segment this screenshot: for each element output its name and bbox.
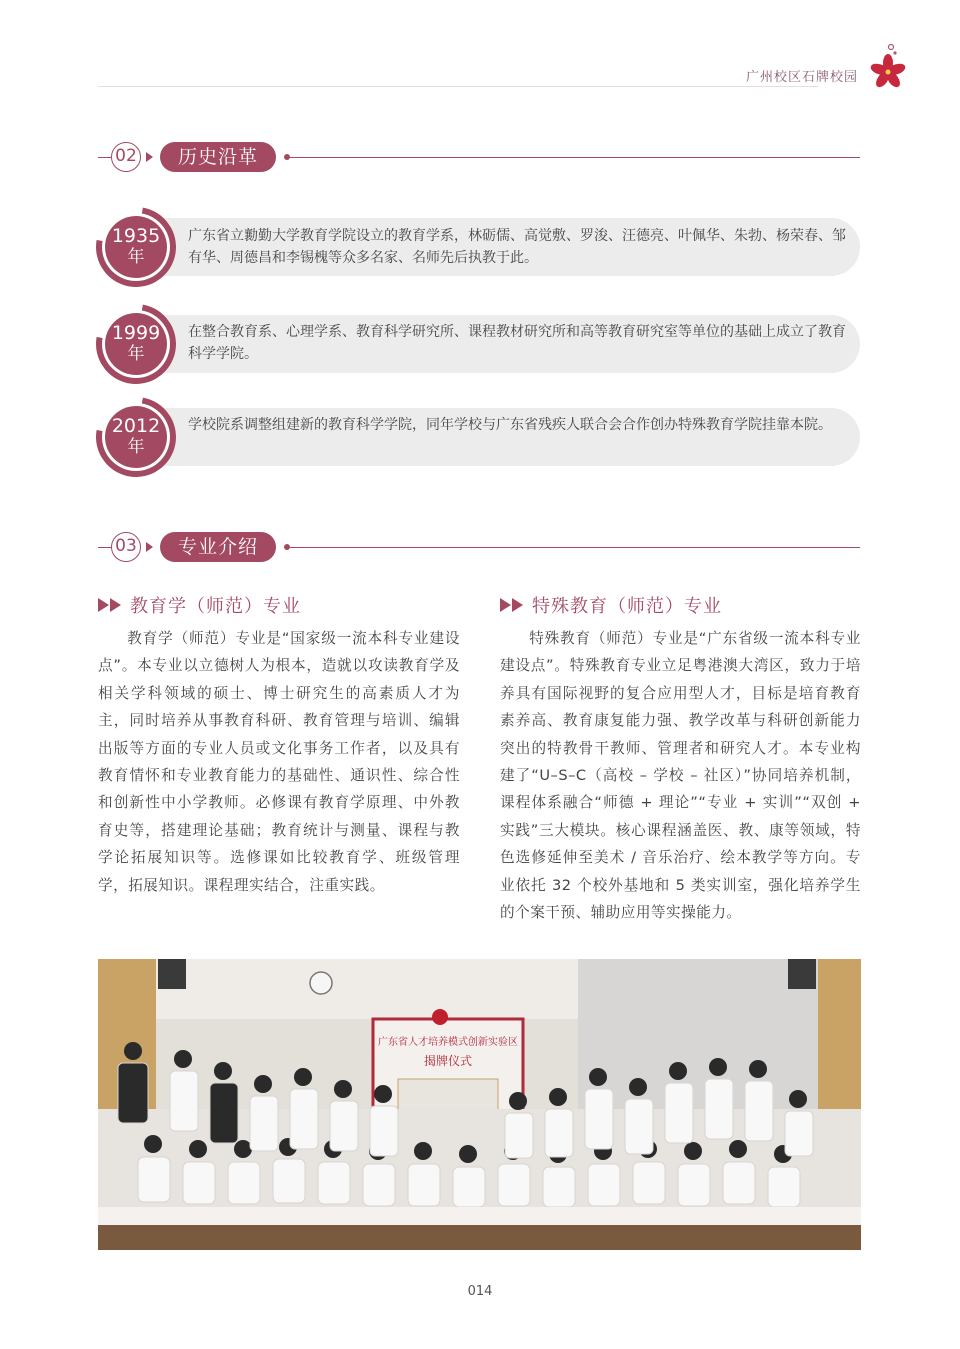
header-divider	[98, 86, 818, 87]
heading-arrow-icon	[146, 152, 153, 162]
year-badge	[96, 397, 176, 477]
major-special-education	[500, 594, 861, 926]
heading-line-right	[290, 157, 860, 158]
major-education	[98, 594, 460, 899]
year-number: 1999	[111, 322, 161, 344]
year-badge	[96, 304, 176, 384]
heading-line-left	[98, 547, 112, 548]
double-arrow-icon	[98, 598, 109, 612]
major-description: 特殊教育（师范）专业是“广东省级一流本科专业建设点”。特殊教育专业立足粤港澳大湾区，致力于培养具有国际视野的复合应用型人才，目标是培育教育素养高、教育康复能力强、教学改革与科研创新能力突出的特教骨干教师、管理者和研究人才。本专业构建了“U–S–C（高校 – 学校 – 社区）”协同培养机制，课程体系融合“师德 + 理论”“专业 + 实训”“双创 + 实践”三大模块。核心课程涵盖医、教、康等领域，特色选修延伸至美术 / 音乐治疗、绘本教学等方向。专业依托 32 个校外基地和 5 类实训室，强化培养学生的个案干预、辅助应用等实操能力。	[500, 630, 861, 922]
group-photo	[98, 959, 861, 1250]
major-title: 特殊教育（师范）专业	[532, 596, 722, 617]
section-number: 03	[111, 532, 141, 562]
year-number: 2012	[111, 415, 161, 437]
section-number: 02	[111, 142, 141, 172]
year-unit: 年	[127, 247, 145, 267]
heading-arrow-icon	[146, 542, 153, 552]
year-badge	[96, 207, 176, 287]
section-title: 专业介绍	[160, 532, 276, 562]
timeline-text: 在整合教育系、心理学系、教育科学研究所、课程教材研究所和高等教育研究室等单位的基础上成立了教育科学学院。	[188, 324, 846, 362]
timeline-text: 广东省立勷勤大学教育学院设立的教育学系，林砺儒、高觉敷、罗浚、汪德亮、叶佩华、朱勃、杨荣春、邹有华、周德昌和李锡槐等众多名家、名师先后执教于此。	[188, 228, 846, 266]
heading-line-right	[290, 547, 860, 548]
header-title: 广州校区石牌校园	[745, 70, 858, 85]
timeline-text: 学校院系调整组建新的教育科学学院，同年学校与广东省残疾人联合会合作创办特殊教育学院挂靠本院。	[188, 417, 832, 433]
flower-logo-icon	[866, 42, 910, 90]
major-description: 教育学（师范）专业是“国家级一流本科专业建设点”。本专业以立德树人为根本，造就以攻读教育学及相关学科领域的硕士、博士研究生的高素质人才为主，同时培养从事教育科研、教育管理与培训、编辑出版等方面的专业人员或文化事务工作者，以及具有教育情怀和专业教育能力的基础性、通识性、综合性和创新性中小学教师。必修课有教育学原理、中外教育史等，搭建理论基础；教育统计与测量、课程与教学论拓展知识等。选修课如比较教育学、班级管理学，拓展知识。课程理实结合，注重实践。	[98, 630, 460, 894]
board-title: 广东省人才培养模式创新实验区	[378, 1037, 518, 1048]
double-arrow-icon	[500, 598, 511, 612]
year-unit: 年	[127, 437, 145, 457]
year-unit: 年	[127, 344, 145, 364]
major-title: 教育学（师范）专业	[130, 596, 301, 617]
board-subtitle: 揭牌仪式	[423, 1054, 473, 1068]
page-number: 014	[467, 1284, 493, 1299]
year-number: 1935	[111, 225, 161, 247]
section-title: 历史沿革	[160, 142, 276, 172]
heading-line-left	[98, 157, 112, 158]
